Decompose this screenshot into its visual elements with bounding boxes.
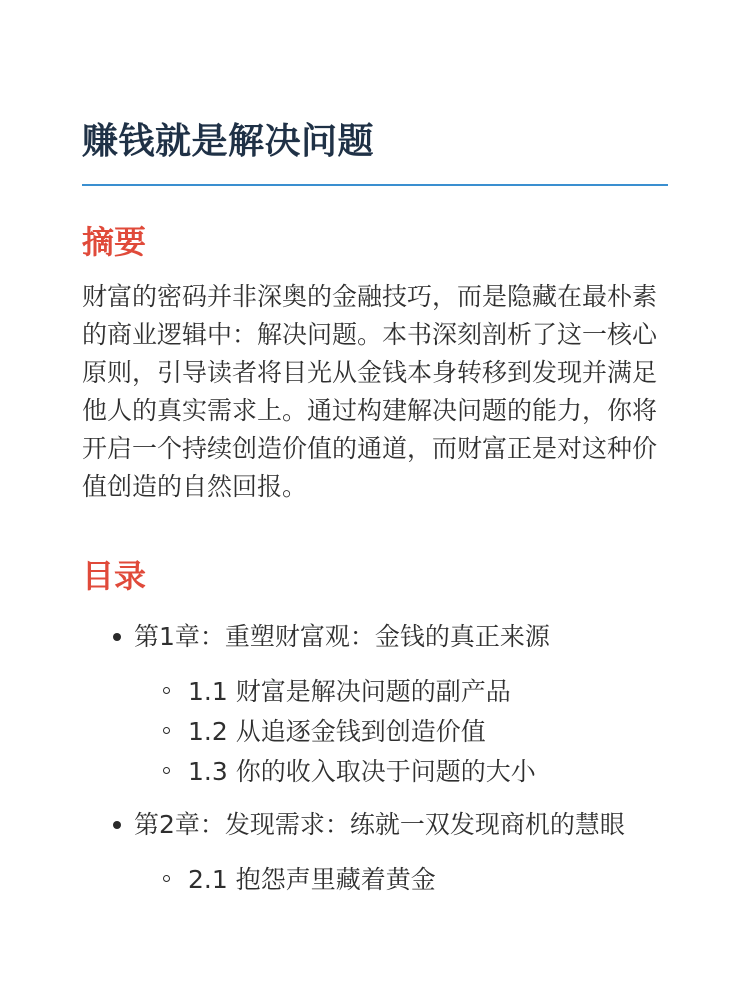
toc-chapter-list [82,618,668,900]
toc-section-item [134,860,668,900]
chapter-title: 第2章：发现需求：练就一双发现商机的慧眼 [134,810,625,839]
toc-section-item [134,752,668,792]
toc-section-item [134,712,668,752]
abstract-body: 财富的密码并非深奥的金融技巧，而是隐藏在最朴素的商业逻辑中：解决问题。本书深刻剖析了这一核心原则，引导读者将目光从金钱本身转移到发现并满足他人的真实需求上。通过构建解决问题的能力，你将开启一个持续创造价值的通道，而财富正是对这种价值创造的自然回报。 [82,282,658,501]
section-list [134,860,668,900]
bullet-dot-icon [113,821,121,829]
section-title: 1.2 从追逐金钱到创造价值 [188,717,486,746]
bullet-circle-icon [163,875,170,882]
toc-chapter [82,806,668,900]
section-title: 1.3 你的收入取决于问题的大小 [188,757,536,786]
toc-heading: 目录 [82,557,147,595]
abstract-heading: 摘要 [82,223,147,261]
toc-chapter [82,618,668,792]
chapter-title: 第1章：重塑财富观：金钱的真正来源 [134,622,550,651]
title-divider [82,184,668,186]
section-title: 2.1 抱怨声里藏着黄金 [188,865,436,894]
toc-section-item [134,672,668,712]
bullet-circle-icon [163,767,170,774]
bullet-circle-icon [163,687,170,694]
bullet-circle-icon [163,727,170,734]
section-title: 1.1 财富是解决问题的副产品 [188,677,511,706]
bullet-dot-icon [113,633,121,641]
section-list [134,672,668,792]
book-title: 赚钱就是解决问题 [82,121,375,162]
